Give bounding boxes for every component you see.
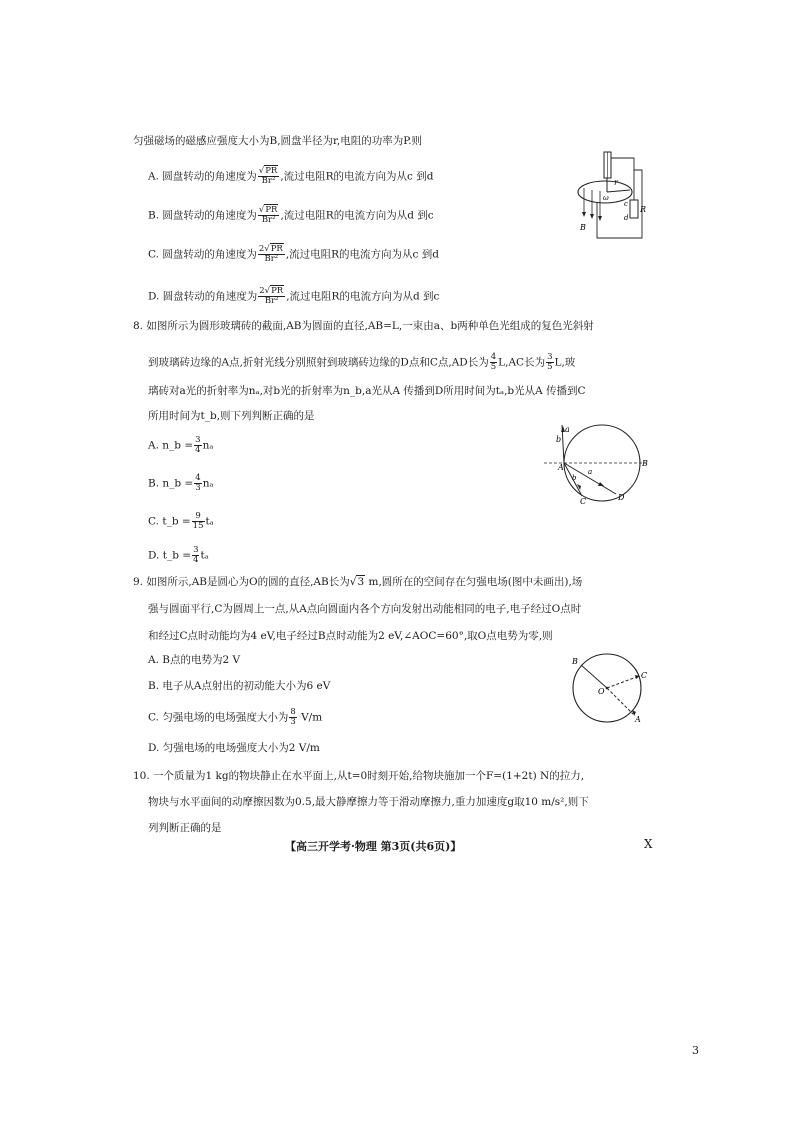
q9-fig-label-A: A [635,715,641,724]
q7-intro: 匀强磁场的磁感应强度大小为B,圆盘半径为r,电阻的功率为P.则 [133,135,423,147]
q8-option-c: C. t_b = $\frac{9}{15}$ tₐ [148,511,214,531]
q7-fig-label-omega: ω [603,194,609,202]
q8-fig-label-b-ray: b [572,474,577,482]
q10-line-3: 列判断正确的是 [148,822,222,834]
q8-line-3: 璃砖对a光的折射率为nₐ,对b光的折射率为n_b,a光从A 传播到D所用时间为tₐ,b光从A 传播到C [148,385,586,397]
q8-option-b: B. n_b = $\frac{4}{3}$ nₐ [148,473,214,493]
q8-fig-label-A: A [558,463,564,472]
page-footer: 【高三开学考·物理 第3页(共6页)】 [285,840,462,853]
q9-option-a: A. B点的电势为2 V [148,654,241,666]
q9-circle-figure [565,650,655,730]
q7-fig-label-r: r [614,178,618,187]
q8-fig-label-D: D [618,493,625,502]
q8-option-a: A. n_b = $\frac{3}{4}$ nₐ [148,435,214,455]
q8-line-1: 8. 如图所示为圆形玻璃砖的截面,AB为圆面的直径,AB=L,一束由a、b两种单色光组成的复色光斜射 [133,320,594,332]
corner-mark: X [644,837,653,851]
q7-option-b: B. 圆盘转动的角速度为 $\frac{√PR}{\text{Br²}}$ ,流过电阻R的电流方向为从d 到c [148,205,434,225]
q9-fig-label-O: O [598,687,605,696]
q8-option-d: D. t_b = $\frac{3}{4}$ tₐ [148,545,209,565]
q8-fig-label-a: a [565,425,570,434]
q8-glass-figure [540,420,660,505]
q7-fig-label-B: B [580,223,586,232]
q7-option-d: D. 圆盘转动的角速度为 $\frac{2√PR}{\text{Br²}}$ ,流过电阻R的电流方向为从d 到c [148,286,440,306]
q8-fig-label-B: B [642,459,648,468]
q7-fig-label-d: d [624,214,629,222]
q7-disk-figure [562,150,652,242]
q8-fig-label-b: b [556,435,562,444]
q9-fig-label-B: B [572,657,578,666]
page-number: 3 [692,1044,699,1057]
q10-line-1: 10. 一个质量为1 kg的物块静止在水平面上,从t=0时刻开始,给物块施加一个F=(1+2t) N的拉力, [133,770,585,782]
q8-fig-label-a-ray: a [588,468,593,476]
q7-fig-label-R: R [640,205,647,214]
q9-option-d: D. 匀强电场的电场强度大小为2 V/m [148,742,320,754]
q7-option-a: A. 圆盘转动的角速度为 $\frac{√PR}{\text{Br²}}$ ,流过电阻R的电流方向为从c 到d [148,166,434,186]
q8-line-2: 到玻璃砖边缘的A点,折射光线分别照射到玻璃砖边缘的D点和C点,AD长为 $\frac{4}{5}$ L,AC长为 $\frac{3}{5}$ L,玻 [148,352,576,372]
q9-line-1: 9. 如图所示,AB是圆心为O的圆的直径,AB长为√3 m,圆所在的空间存在匀强电场(图中未画出),场 [133,576,583,588]
q7-option-c: C. 圆盘转动的角速度为 $\frac{2√PR}{\text{Br²}}$ ,流过电阻R的电流方向为从c 到d [148,244,439,264]
q7-fig-label-c: c [624,200,628,208]
q9-option-c: C. 匀强电场的电场强度大小为 $\frac{8}{3}$ V/m [148,707,323,727]
q8-line-4: 所用时间为t_b,则下列判断正确的是 [148,410,315,422]
q9-line-3: 和经过C点时动能均为4 eV,电子经过B点时动能为2 eV,∠AOC=60°,取O点电势为零,则 [148,630,553,642]
q8-fig-label-C: C [580,497,587,505]
q10-line-2: 物块与水平面间的动摩擦因数为0.5,最大静摩擦力等于滑动摩擦力,重力加速度g取10 m/s²,则下 [148,796,589,808]
q9-line-2: 强与圆面平行,C为圆周上一点,从A点向圆面内各个方向发射出动能相同的电子,电子经过O点时 [148,603,582,615]
q9-fig-label-C: C [641,671,648,680]
q9-option-b: B. 电子从A点射出的初动能大小为6 eV [148,680,331,692]
